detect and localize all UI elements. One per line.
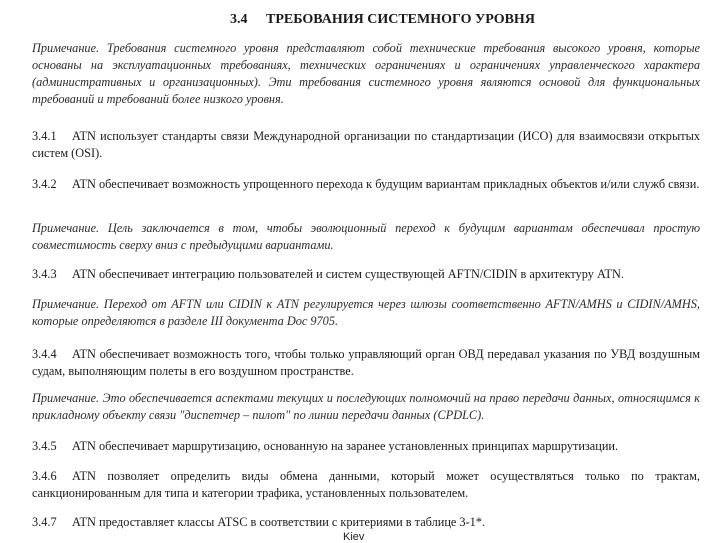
paragraph-3-4-6 (32, 468, 700, 502)
paragraph-3-4-7 (32, 514, 700, 531)
paragraph-number: 3.4.5 (32, 439, 57, 453)
paragraph-3-4-3 (32, 266, 700, 283)
note-text: Примечание. Требования системного уровня представляют собой технические требования высокого уровня, которые основаны на эксплуатационных требованиях, технических ограничениях и ограничениях управленческого характера (административных и организационных). Эти требования системного уровня являются основой для функциональных требований и требований более низкого уровня. (32, 41, 700, 106)
paragraph-text: ATN обеспечивает маршрутизацию, основанную на заранее установленных принципах маршрутизации. (72, 439, 619, 453)
paragraph-number: 3.4.3 (32, 267, 57, 281)
paragraph-number: 3.4.4 (32, 347, 57, 361)
note-evolution (32, 220, 700, 254)
paragraph-3-4-1 (32, 128, 700, 162)
note-text: Примечание. Переход от AFTN или CIDIN к ATN регулируется через шлюзы соответственно AFTN/AMHS и CIDIN/AMHS, которые определяются в разделе III документа Doc 9705. (32, 297, 700, 328)
section-title: ТРЕБОВАНИЯ СИСТЕМНОГО УРОВНЯ (266, 12, 535, 27)
paragraph-number: 3.4.7 (32, 515, 57, 529)
paragraph-text: ATN позволяет определить виды обмена данными, который может осуществляться только по трактам, санкционированным для типа и категории трафика, установленных пользователем. (32, 469, 700, 500)
paragraph-number: 3.4.6 (32, 469, 57, 483)
paragraph-text: ATN обеспечивает возможность того, чтобы только управляющий орган ОВД передавал указания по УВД воздушным судам, выполняющим полеты в его воздушном пространстве. (32, 347, 700, 378)
note-cpdlc (32, 390, 700, 424)
paragraph-text: ATN использует стандарты связи Международной организации по стандартизации (ИСО) для взаимосвязи открытых систем (OSI). (32, 129, 700, 160)
section-number: 3.4 (230, 12, 248, 27)
paragraph-3-4-2 (32, 176, 700, 193)
paragraph-number: 3.4.2 (32, 177, 57, 191)
paragraph-text: ATN предоставляет классы ATSC в соответствии с критериями в таблице 3-1*. (72, 515, 486, 529)
note-system-level (32, 40, 700, 108)
note-text: Примечание. Цель заключается в том, чтобы эволюционный переход к будущим вариантам обеспечивал простую совместимость сверху вниз с предыдущими вариантами. (32, 221, 700, 252)
paragraph-text: ATN обеспечивает возможность упрощенного перехода к будущим вариантам прикладных объектов и/или служб связи. (72, 177, 700, 191)
paragraph-3-4-4 (32, 346, 700, 380)
note-aftn-transition (32, 296, 700, 330)
paragraph-3-4-5 (32, 438, 700, 455)
footer-label: Kiev (343, 531, 365, 543)
paragraph-number: 3.4.1 (32, 129, 57, 143)
paragraph-text: ATN обеспечивает интеграцию пользователей и систем существующей AFTN/CIDIN в архитектуру ATN. (72, 267, 624, 281)
note-text: Примечание. Это обеспечивается аспектами текущих и последующих полномочий на право передачи данных, относящимся к прикладному объекту связи "диспетчер – пилот" по линии передачи данных (CPDLC). (32, 391, 700, 422)
section-heading (230, 12, 535, 28)
